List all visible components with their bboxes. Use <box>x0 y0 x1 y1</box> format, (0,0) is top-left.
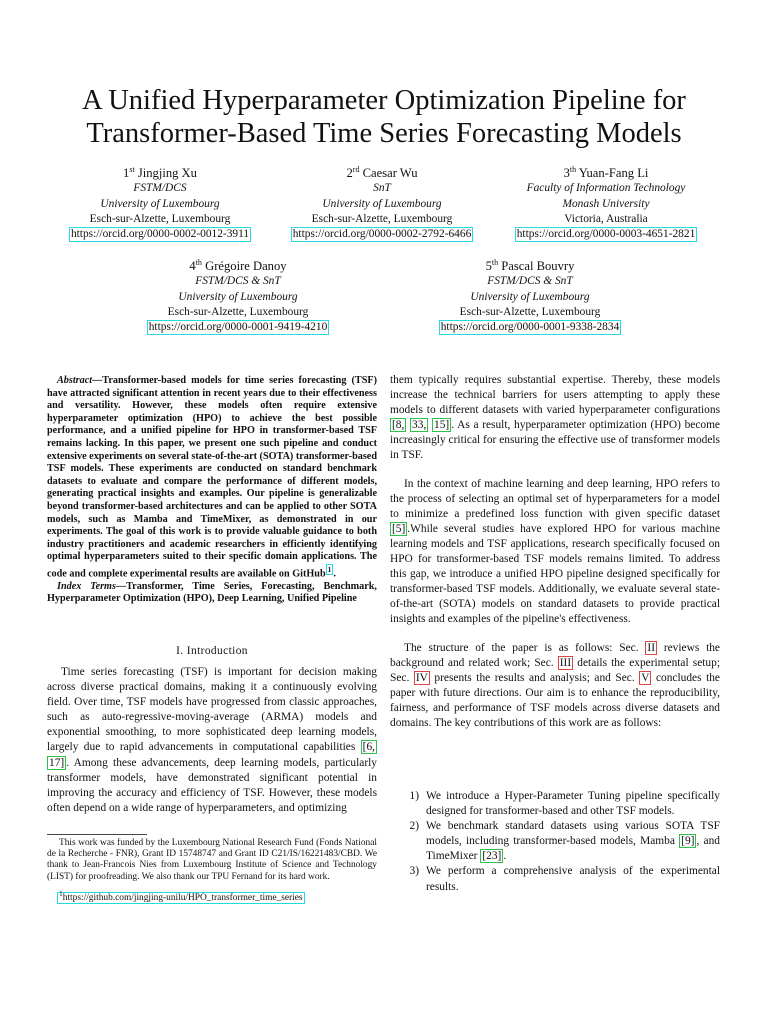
section-ref-link[interactable]: III <box>559 656 572 669</box>
author-block-4 <box>118 259 358 335</box>
author-block-2 <box>262 166 502 242</box>
author-ordinal: rd <box>352 164 360 174</box>
author-location: Victoria, Australia <box>564 212 648 225</box>
author-name: Jingjing Xu <box>137 166 197 180</box>
list-text-part: We benchmark standard datasets using various SOTA TSF models, including transformer-based models, Mamba <box>426 820 720 848</box>
body-text: The structure of the paper is as follows: Sec. <box>404 641 646 654</box>
orcid-link[interactable]: https://orcid.org/0000-0003-4651-2821 <box>516 228 696 241</box>
orcid-link[interactable]: https://orcid.org/0000-0002-0012-3911 <box>70 228 250 241</box>
author-name: Pascal Bouvry <box>501 259 575 273</box>
section-ref-link[interactable]: II <box>647 641 655 654</box>
author-name: Caesar Wu <box>362 166 418 180</box>
paper-title: A Unified Hyperparameter Optimization Pipeline for Transformer-Based Time Series Forecasting Models <box>82 85 686 149</box>
list-text: We perform a comprehensive analysis of the experimental results. <box>426 865 720 893</box>
right-column <box>390 373 720 731</box>
github-link[interactable] <box>57 888 305 904</box>
citation-link[interactable]: [9] <box>681 835 695 848</box>
author-number: 4 <box>189 259 196 273</box>
body-text: concludes the paper with future directions. Our aim is to enhance the reproducibility, fairness, and performance of TSF models across diverse datasets and domains. The key contributions of this work are as follows: <box>390 671 720 729</box>
author-location: Esch-sur-Alzette, Luxembourg <box>89 212 231 225</box>
citation-link[interactable]: [8, <box>392 419 405 432</box>
abstract <box>47 375 377 606</box>
author-number: 5 <box>485 259 492 273</box>
github-url: https://github.com/jingjing-unilu/HPO_transformer_time_series <box>62 893 303 903</box>
list-item <box>390 819 720 864</box>
author-block-1 <box>40 166 280 242</box>
intro-paragraph <box>47 665 377 816</box>
list-text-part: , and TimeMixer <box>426 835 720 863</box>
list-number: 2) <box>409 820 419 833</box>
author-organization: University of Luxembourg <box>178 290 298 303</box>
section-ref-link[interactable]: V <box>641 671 650 684</box>
index-terms: —Transformer, Time Series, Forecasting, Benchmark, Hyperparameter Optimization (HPO), Deep Learning, Unified Pipeline <box>47 580 377 605</box>
author-organization: Monash University <box>562 197 650 210</box>
abstract-label: Abstract <box>57 375 93 386</box>
author-department: SnT <box>373 182 391 195</box>
author-location: Esch-sur-Alzette, Luxembourg <box>167 305 309 318</box>
list-number: 3) <box>409 865 419 878</box>
section-heading: I. Introduction <box>176 645 248 657</box>
orcid-link[interactable]: https://orcid.org/0000-0001-9419-4210 <box>148 321 328 334</box>
author-block-3 <box>483 166 729 242</box>
author-department: FSTM/DCS <box>133 182 187 195</box>
author-name: Yuan-Fang Li <box>578 166 649 180</box>
author-organization: University of Luxembourg <box>470 290 590 303</box>
citation-link[interactable]: [5] <box>392 522 406 535</box>
section-ref-link[interactable]: IV <box>415 671 428 684</box>
author-ordinal: th <box>195 257 202 267</box>
body-text: details the experimental setup; Sec. <box>390 656 720 684</box>
intro-text: Time series forecasting (TSF) is important for decision making across diverse practical domains, making it a continuously evolving field. Over time, TSF models have progressed from classic approaches, such as auto-regressive-moving-average (ARMA) models and exponential smoothing, to more sophisticated deep learning models, largely due to rapid advancements in computational capabilities <box>47 666 377 754</box>
list-text <box>426 819 720 864</box>
footnote-rule <box>47 834 147 835</box>
funding-footnote: This work was funded by the Luxembourg National Research Fund (Fonds National de la Recherche - FNR), Grant ID 15748747 and Grant ID C21/IS/16221483/CBD. We thank to Jean-Francois Nies from Luxembourg Institute of Science and Technology (LIST) for proofreading. We also thank our TPU Fernand for its hard work. <box>47 838 377 882</box>
abstract-text: —Transformer-based models for time series forecasting (TSF) have attracted significant attention in recent years due to their effectiveness and versatility. However, these models often require extensive hyperparameter optimization (HPO) to achieve the best possible performance, and a unified pipeline for HPO in transformer-based TSF remains lacking. In this paper, we present one such pipeline and conduct extensive experiments on several state-of-the-art (SOTA) transformer-based TSF models. These experiments are conducted on standard benchmark datasets to evaluate and compare the performance of different models, generating practical insights and examples. Our pipeline is generalizable beyond transformer-based architectures and can be applied to other SOTA models, such as Mamba and TimeMixer, as demonstrated in our experiments. The goal of this work is to provide valuable guidance to both industry practitioners and academic researchers in efficiently identifying optimal hyperparameters suited to their specific domain applications. The code and complete experimental results are available on GitHub <box>47 375 377 580</box>
author-department: FSTM/DCS & SnT <box>487 275 573 288</box>
url-footnote <box>57 888 377 904</box>
author-ordinal: th <box>569 164 577 174</box>
author-ordinal: th <box>491 257 499 267</box>
abstract-end: . <box>333 568 336 580</box>
author-location: Esch-sur-Alzette, Luxembourg <box>459 305 601 318</box>
author-organization: University of Luxembourg <box>100 197 220 210</box>
author-department: FSTM/DCS & SnT <box>195 275 281 288</box>
body-text: presents the results and analysis; and Sec. <box>429 671 640 684</box>
author-organization: University of Luxembourg <box>322 197 442 210</box>
body-text: . As a result, hyperparameter optimization (HPO) become increasingly critical for ensuring the effective use of transformer models in TSF. <box>390 419 720 462</box>
author-department: Faculty of Information Technology <box>526 182 686 195</box>
contributions-list <box>390 789 720 895</box>
citation-link[interactable]: 33, <box>412 419 427 432</box>
author-block-5 <box>410 259 650 335</box>
author-name: Grégoire Danoy <box>205 259 287 273</box>
body-text: .While several studies have explored HPO for various machine learning models and TSF applications, research specifically focused on HPO for transformer-based TSF models remains limited. To address this gap, we introduce a unified HPO pipeline designed specifically for transformer-based TSF models. Additionally, we evaluate several state-of-the-art (SOTA) models on standard datasets to provide practical insights and examples of the pipeline's effectiveness. <box>390 522 720 626</box>
body-text: In the context of machine learning and deep learning, HPO refers to the process of selecting an optimal set of hyperparameters for a model to minimize a predefined loss function with given specific dataset <box>390 477 720 520</box>
citation-link[interactable]: 15] <box>434 419 450 432</box>
list-text-part: . <box>503 850 507 863</box>
author-number: 2 <box>346 166 353 180</box>
list-text: We introduce a Hyper-Parameter Tuning pipeline specifically designed for transformer-based and other TSF models. <box>426 790 720 818</box>
author-ordinal: st <box>129 164 135 174</box>
orcid-link[interactable]: https://orcid.org/0000-0001-9338-2834 <box>440 321 620 334</box>
list-item <box>390 789 720 819</box>
body-text: them typically requires substantial expertise. Thereby, these models increase the technical barriers for users attempting to apply these models to different datasets with varied hyperparameter configurations <box>390 374 720 417</box>
footnote-link[interactable]: 1 <box>327 564 332 574</box>
author-number: 3 <box>563 166 570 180</box>
index-terms-label: Index Terms <box>57 580 116 592</box>
footnote-mark: 1 <box>59 888 63 898</box>
list-item <box>390 864 720 894</box>
citation-link[interactable]: [6, <box>362 741 375 754</box>
citation-link[interactable]: 17] <box>49 756 65 769</box>
citation-link[interactable]: [23] <box>482 850 502 863</box>
intro-text: . Among these advancements, deep learning models, particularly transformer models, have demonstrated significant potential in improving the accuracy and efficiency of TSF. However, these models often depend on a wide range of hyperparameters, and optimizing <box>47 756 377 814</box>
author-number: 1 <box>123 166 130 180</box>
orcid-link[interactable]: https://orcid.org/0000-0002-2792-6466 <box>292 228 472 241</box>
list-number: 1) <box>409 790 419 802</box>
body-text: reviews the background and related work; Sec. <box>390 641 720 669</box>
author-location: Esch-sur-Alzette, Luxembourg <box>311 212 453 225</box>
